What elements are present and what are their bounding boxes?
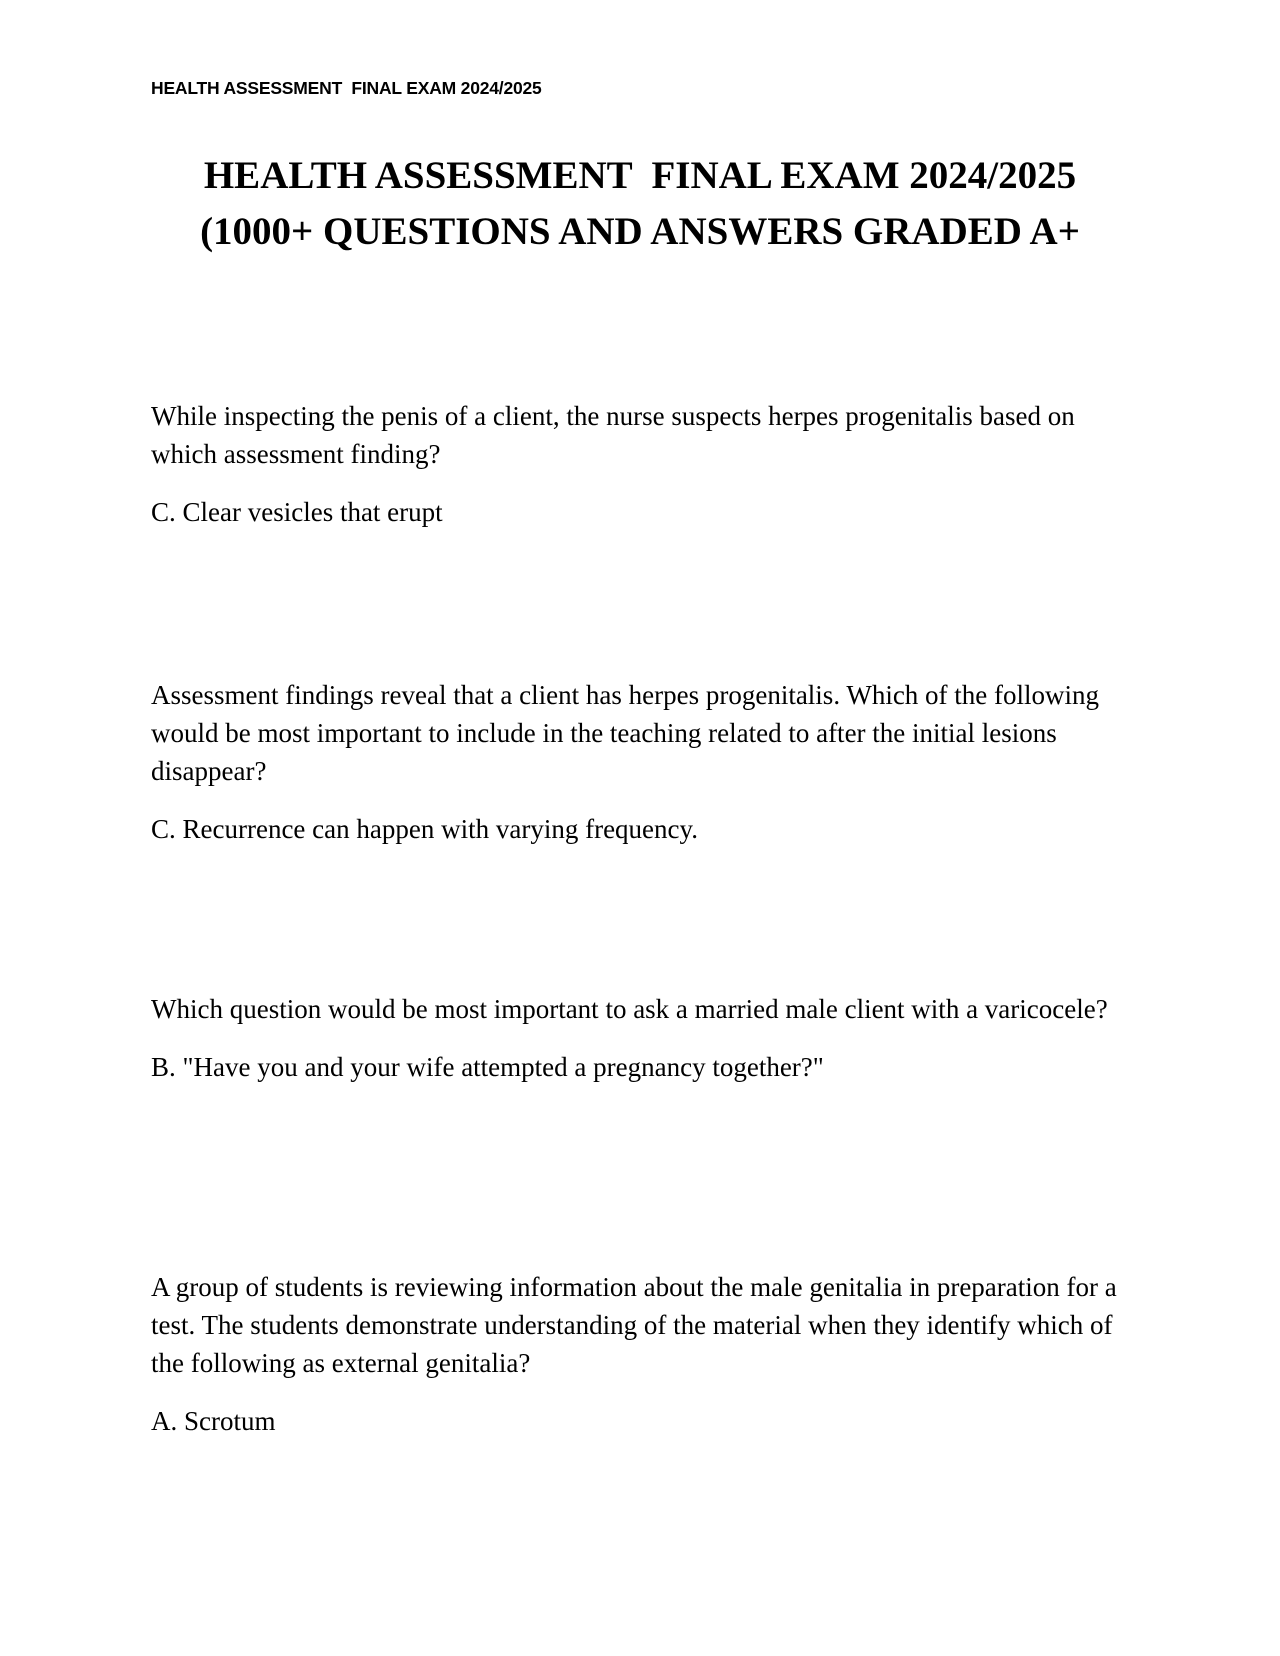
question-text: Which question would be most important to ask a married male client with a varicocele? <box>151 994 1108 1024</box>
running-header: HEALTH ASSESSMENT FINAL EXAM 2024/2025 <box>151 78 542 98</box>
question-block <box>151 990 1131 1086</box>
answer-text: A. Scrotum <box>151 1406 276 1436</box>
question-block <box>151 676 1131 848</box>
question-block <box>151 397 1131 531</box>
page-title-line-1: HEALTH ASSESSMENT FINAL EXAM 2024/2025 <box>203 154 1077 197</box>
page-title <box>110 148 1170 260</box>
question-text: While inspecting the penis of a client, the nurse suspects herpes progenitalis based on which assessment finding? <box>151 401 1075 469</box>
question-text: A group of students is reviewing information about the male genitalia in preparation for a test. The students demonstrate understanding of the material when they identify which of the following as external genitalia? <box>151 1272 1117 1378</box>
page-title-line-2: (1000+ QUESTIONS AND ANSWERS GRADED A+ <box>200 210 1080 253</box>
answer-text: C. Recurrence can happen with varying frequency. <box>151 814 699 844</box>
question-block <box>151 1268 1131 1440</box>
answer-text: C. Clear vesicles that erupt <box>151 497 443 527</box>
question-text: Assessment findings reveal that a client has herpes progenitalis. Which of the following would be most important to include in the teaching related to after the initial lesions disappear? <box>151 680 1100 786</box>
answer-text: B. "Have you and your wife attempted a pregnancy together?" <box>151 1052 824 1082</box>
